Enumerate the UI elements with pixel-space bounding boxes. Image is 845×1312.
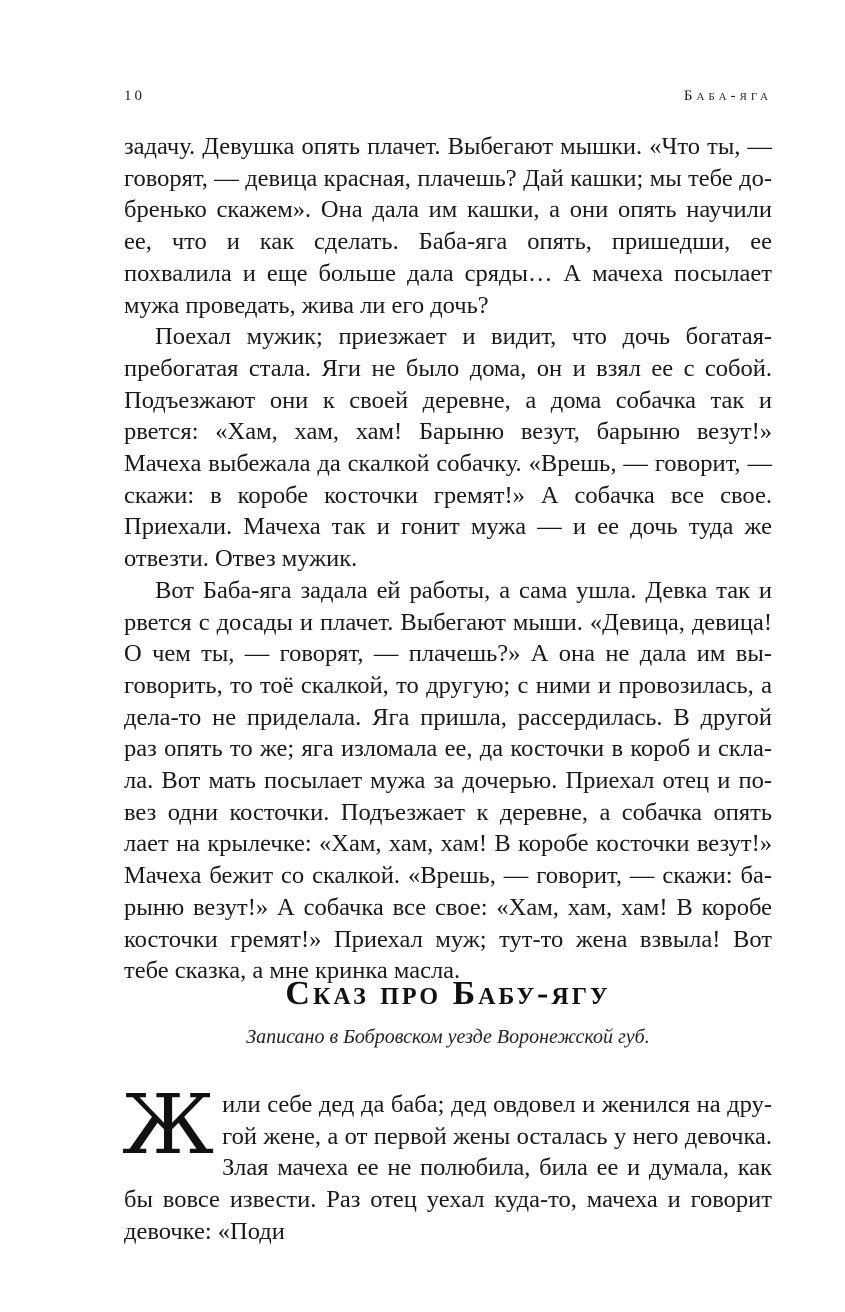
running-head: Баба-яга [683, 88, 772, 104]
paragraph-text: или себе дед да баба; дед овдовел и женился на другой жене, а от первой жены осталась у него девочка. Злая мачеха ее не полюбила, била ее и думала, как бы вовсе извести. Раз отец уехал куда-то, мачеха и говорит девочке: «Поди [124, 1091, 772, 1245]
paragraph: Вот Баба-яга задала ей работы, а сама ушла. Девка так и рвется с досады и плачет. Выбегают мыши. «Девица, девица! О чем ты, — говорят, — плачешь?» А она не дала им выговорить, то тоё скалкой, то другую; с ними и провозилась, а дела-то не приделала. Яга пришла, рассердилась. В другой раз опять то же; яга изломала ее, да косточки в короб и склала. Вот мать посылает мужа за дочерью. Приехал отец и повез одни косточки. Подъезжает к деревне, а собачка опять лает на крылечке: «Хам, хам, хам! В коробе косточки везут!» Мачеха бежит со скалкой. «Врешь, — говорит, — скажи: барыню везут!» А собачка все свое: «Хам, хам, хам! В коробе косточки гремят!» Приехал муж; тут-то жена взвыла! Вот тебе сказка, а мне кринка масла. [124, 576, 772, 985]
story-text [122, 1078, 772, 1248]
paragraph: задачу. Девушка опять плачет. Выбегают мышки. «Что ты, — говорят, — девица красная, плачешь? Дай кашки; мы тебе добренько скажем». Она дала им кашки, а они опять научили ее, что и как сделать. Баба-яга опять, пришедши, ее похвалила и еще больше дала сряды… А мачеха посылает мужа проведать, жива ли его дочь? [124, 133, 772, 319]
paragraph: Поехал мужик; приезжает и видит, что дочь богатая-пребогатая стала. Яги не было дома, он и взял ее с собой. Подъезжают они к своей деревне, а дома собачка так и рвется: «Хам, хам, хам! Барыню везут, барыню везут!» Мачеха выбежала да скалкой собачку. «Врешь, — говорит, — скажи: в коробе косточки гремят!» А собачка все свое. Приехали. Мачеха так и гонит мужа — и ее дочь туда же отвезти. Отвез мужик. [124, 323, 772, 573]
paragraph [122, 1078, 772, 1248]
page-header [124, 88, 772, 112]
story-title: Сказ про Бабу-ягу [285, 975, 611, 1012]
drop-cap: Ж [122, 1078, 215, 1173]
story-subtitle: Записано в Бобровском уезде Воронежской губ. [246, 1026, 650, 1048]
continuation-text [124, 131, 772, 987]
page-number: 10 [124, 88, 145, 104]
